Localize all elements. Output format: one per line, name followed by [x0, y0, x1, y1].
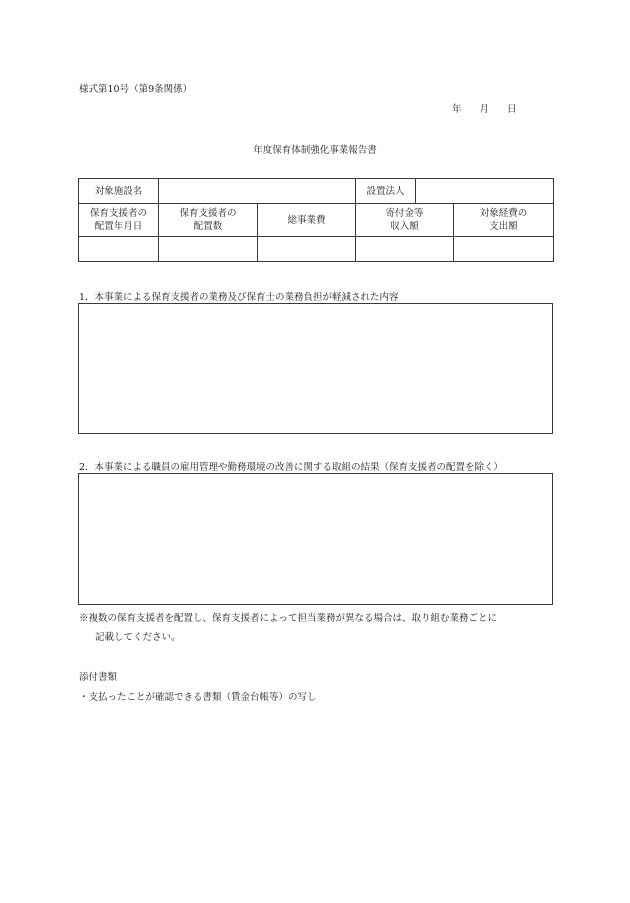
- total-cost-field[interactable]: [258, 237, 356, 262]
- col-header-line2: 配置数: [193, 221, 223, 232]
- col-header-line2: 支出額: [489, 221, 518, 232]
- facility-name-field[interactable]: [159, 179, 356, 204]
- col-header-line1: 保育支援者の: [89, 208, 147, 219]
- section2-textbox[interactable]: [78, 473, 553, 605]
- note-line1: ※複数の保育支援者を配置し、保育支援者によって担当業務が異なる場合は、取り組む業務ごとに: [79, 613, 498, 624]
- col-header-line1: 保育支援者の: [179, 208, 237, 219]
- assignment-date-field[interactable]: [79, 237, 159, 262]
- note-line2: 記載してください。: [95, 632, 181, 643]
- col-header-line1: 総事業費: [287, 214, 326, 226]
- info-table: [78, 178, 554, 262]
- attachment-item: ・支払ったことが確認できる書類（賃金台帳等）の写し: [79, 692, 317, 703]
- col-header-line1: 寄付金等: [385, 208, 424, 219]
- section1-heading: 1．本事業による保育支援者の業務及び保育士の業務負担が軽減された内容: [79, 292, 399, 303]
- col-header-line2: 収入額: [390, 221, 419, 232]
- col-header-total-cost: [258, 204, 356, 237]
- col-header-line1: 対象経費の: [479, 208, 528, 219]
- assignment-count-field[interactable]: [159, 237, 258, 262]
- col-header-assignment-count: [159, 204, 258, 237]
- attachments-title: 添付書類: [79, 672, 118, 683]
- section2-heading: 2．本事業による職員の雇用管理や勤務環境の改善に関する取組の結果（保育支援者の配置を除く）: [79, 462, 504, 473]
- corporation-label: 設置法人: [356, 179, 416, 204]
- col-header-assignment-date: [79, 204, 159, 237]
- date-year-label: 年: [452, 104, 462, 115]
- col-header-donation-income: [356, 204, 454, 237]
- document-title: 年度保育体制強化事業報告書: [253, 145, 377, 156]
- section1-textbox[interactable]: [78, 303, 553, 434]
- form-number: 様式第10号（第9条関係）: [79, 84, 193, 95]
- date-day-label: 日: [507, 104, 517, 115]
- corporation-field[interactable]: [416, 179, 554, 204]
- date-month-label: 月: [479, 104, 490, 115]
- donation-income-field[interactable]: [356, 237, 454, 262]
- col-header-line2: 配置年月日: [94, 221, 143, 232]
- col-header-eligible-expense: [454, 204, 554, 237]
- date-line: [452, 101, 517, 115]
- facility-name-label: 対象施設名: [79, 179, 159, 204]
- eligible-expense-field[interactable]: [454, 237, 554, 262]
